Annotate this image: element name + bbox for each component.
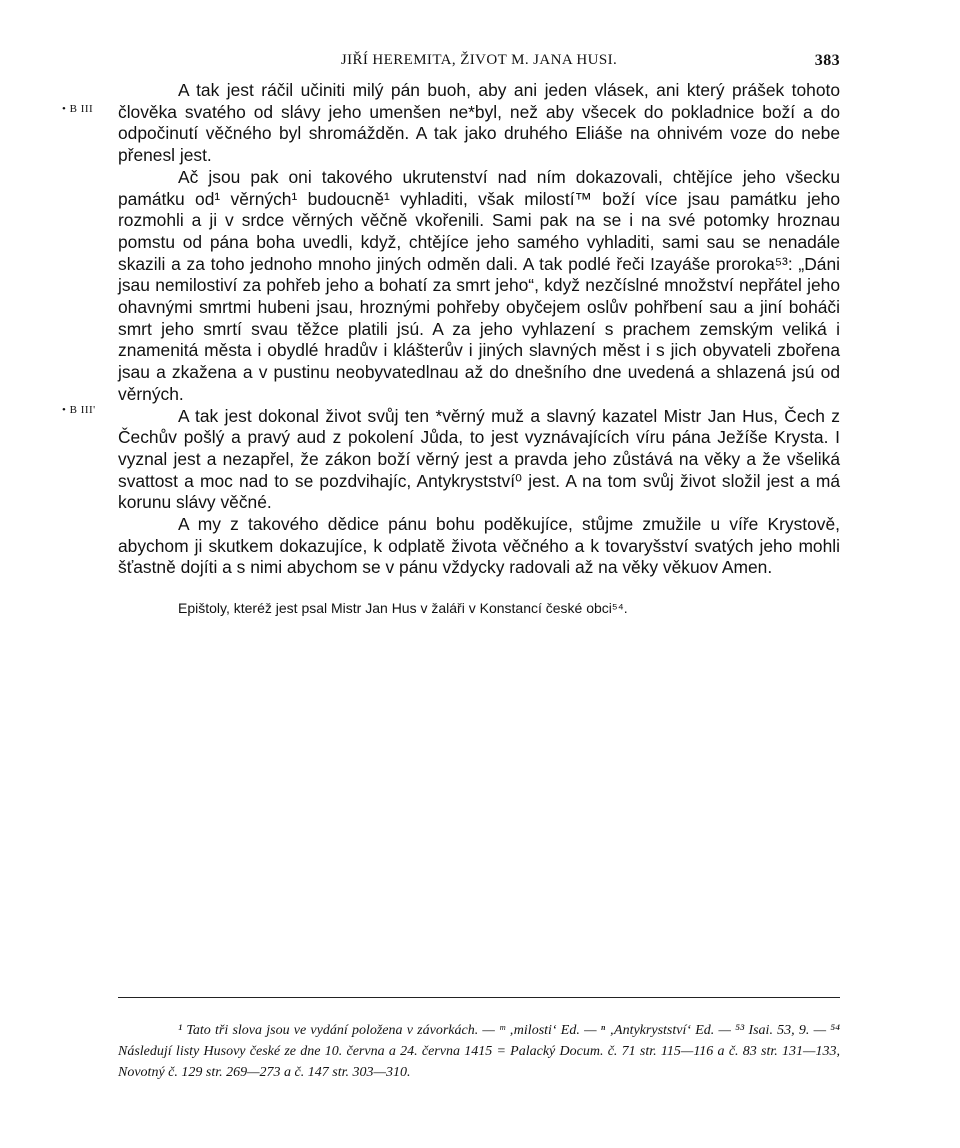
page-number: 383: [814, 52, 840, 69]
margin-note: • B III': [62, 404, 96, 416]
footnotes: [118, 1020, 840, 1083]
paragraph: A tak jest dokonal život svůj ten *věrný muž a slavný kazatel Mistr Jan Hus, Čech z Čechův pošlý a pravý aud z pokolení Jůda, to jest vyznávajících víru pána Ježíše Krysta. I vyznal jest a nezapřel, že zákon boží věrný jest a pravda jeho zůstává na věky a že všeliká svattost a moc nad to se pozdvihajíc, Antykrystství⁰ jest. A na tom svůj život složil jest a má korunu slávy věčné.: [118, 405, 840, 513]
running-header: [118, 52, 840, 72]
paragraph: Ač jsou pak oni takového ukrutenství nad ním dokazovali, chtějíce jeho všecku památku od¹ věrných¹ budoucně¹ vyhladiti, však milostí™ boží více jsau památku jeho rozmohli a ji v srdce věrných věčně vkořenili. Sami pak na se i na své potomky hroznau pomstu od pána boha uvedli, když, chtějíce jeho samého vyhladiti, sami sau se nenadále skazili a za toho jednoho mnoho jiných odměn dali. A tak podlé řeči Izayáše proroka⁵³: „Dáni jsau nemilostiví za pohřeb jeho a bohatí za smrt jeho“, když nezčíslné množství nepřátel jeho ohavnými smrtmi hubeni jsau, hroznými pohřeby obyčejem oslův pohřbení sau a jiní boháči smrt jeho smrtí svau těžce platili jsú. A za jeho vyhlazení s prachem zemským veliká i znamenitá města i obydlé hradův i klášterův i jiných slavných měst i s jich obyvateli zbořena jsau a zkažena a v pustinu neobyvatedlnau až do dnešního dne uvedená a shlazená jsú od věrných.: [118, 166, 840, 404]
main-text: [118, 80, 840, 579]
footnote: ¹ Tato tři slova jsou ve vydání položena v závorkách. — ᵐ ‚milosti‘ Ed. — ⁿ ‚Antykrystství‘ Ed. — ⁵³ Isai. 53, 9. — ⁵⁴ Následují listy Husovy české ze dne 10. června a 24. června 1415 = Palacký Docum. č. 71 str. 115—116 a č. 83 str. 131—133, Novotný č. 129 str. 269—273 a č. 147 str. 303—310.: [118, 1023, 840, 1080]
paragraph: A tak jest ráčil učiniti milý pán buoh, aby ani jeden vlásek, ani který prášek tohoto člověka svatého od slávy jeho umenšen ne*byl, než aby všecek do pokladnice boží a do odpočinutí věčného byl shromážděn. A tak jako druhého Eliáše na ohnivém voze do nebe přenesl jest.: [118, 80, 840, 166]
margin-note: • B III: [62, 103, 94, 115]
section-heading: Epištoly, kteréž jest psal Mistr Jan Hus v žaláři v Konstancí české obci⁵⁴.: [178, 600, 628, 616]
footnote-divider: [118, 997, 840, 998]
running-title: JIŘÍ HEREMITA, ŽIVOT M. JANA HUSI.: [340, 52, 618, 68]
paragraph: A my z takového dědice pánu bohu poděkujíce, stůjme zmužile u víře Krystově, abychom ji skutkem dokazujíce, k odplatě života věčného a k tovaryšství svatých jeho mohli šťastně dojíti a s nimi abychom se v pánu vždycky radovali až na věky věkuov Amen.: [118, 514, 840, 578]
